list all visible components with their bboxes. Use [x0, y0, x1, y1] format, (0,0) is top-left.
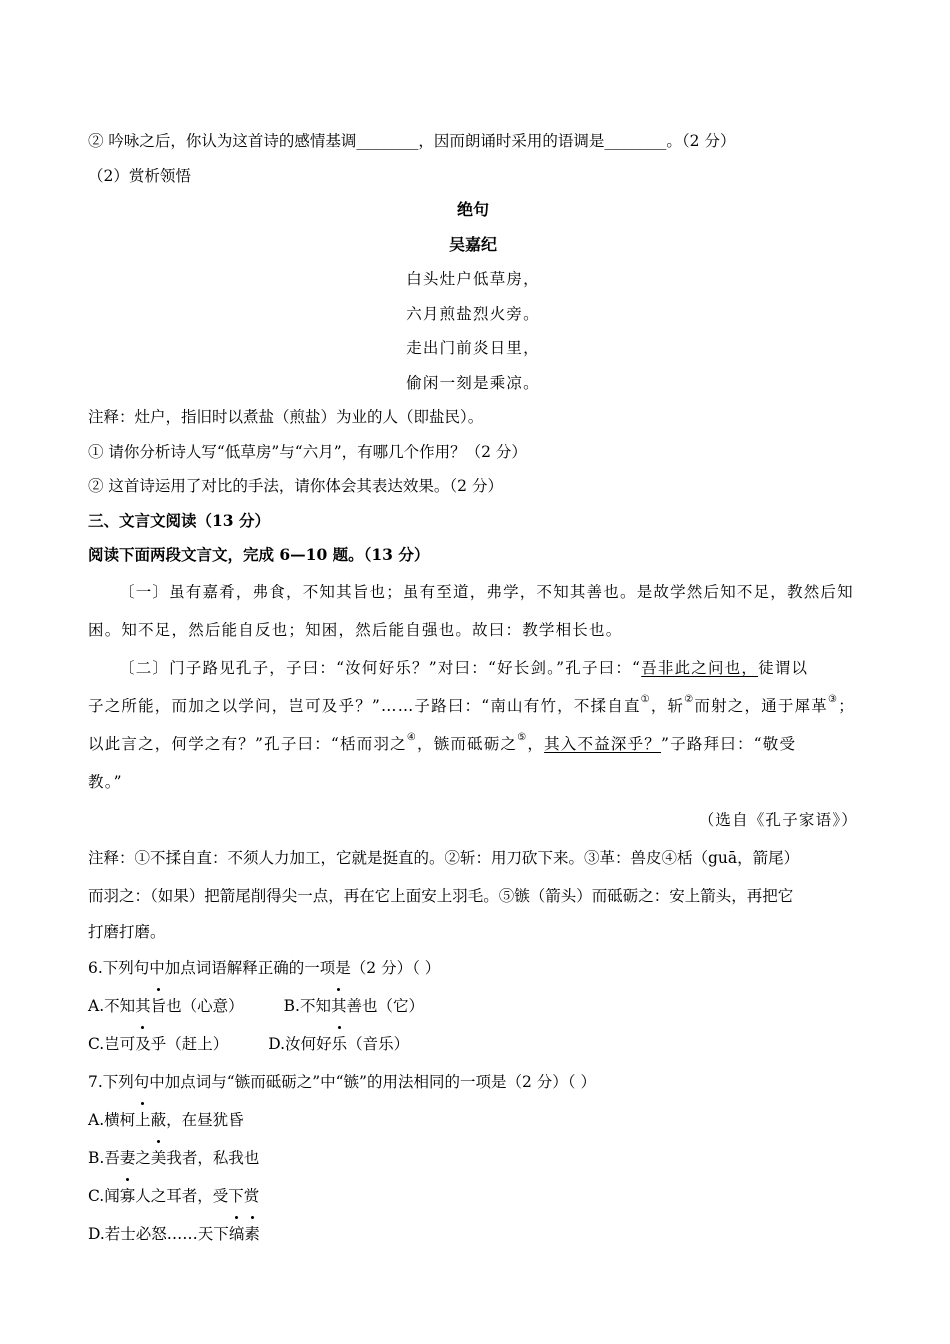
poem-line-4: 偷闲一刻是乘凉。 [406, 373, 540, 392]
question-7-option-b [88, 1139, 858, 1177]
emphasis-dot-char: 素 [244, 1215, 260, 1253]
option-d [268, 1035, 409, 1053]
passage-notes-line-1: 注释：①不揉自直：不须人力加工，它就是挺直的。②斩：用刀砍下来。③革：兽皮④栝（guā，箭尾） [88, 848, 800, 867]
poem-line-3: 走出门前炎日里， [406, 339, 540, 357]
section-3-instruction: 阅读下面两段文言文，完成 6—10 题。（13 分） [88, 545, 430, 564]
passage-1-line-1: 〔一〕虽有嘉肴，弗食，不知其旨也；虽有至道，弗学，不知其善也。是故学然后知不足，教然后知 [119, 582, 854, 601]
passage-2-text: 而射之，通于犀革 [694, 696, 829, 715]
option-b [284, 997, 424, 1015]
footnote-marker-4: ④ [406, 732, 418, 744]
passage-2-text: 徒谓以 [758, 658, 809, 677]
passage-2-line-1 [88, 649, 858, 687]
passage-notes-line-2: 而羽之：（如果）把箭尾削得尖一点，再在它上面安上羽毛。⑤镞（箭头）而砥砺之：安上箭头，再把它 [88, 886, 794, 905]
option-text: D.汝何好 [268, 1035, 332, 1053]
emphasis-dot-char: 寡 [120, 1177, 136, 1215]
passage-2-line-4: 教。” [88, 772, 123, 791]
option-text: （音乐） [347, 1035, 410, 1053]
passage-2-line-2 [88, 687, 858, 725]
passage-1-line-2: 困。知不足，然后能自反也；知困，然后能自强也。故曰：教学相长也。 [88, 620, 623, 639]
footnote-marker-5: ⑤ [517, 732, 528, 744]
option-text: 善也（它） [346, 997, 425, 1015]
passage-2-text: ； [838, 696, 855, 715]
option-text: 人之耳者，受下赏 [135, 1187, 260, 1205]
option-text: D.若士必怒……天下 [88, 1225, 229, 1243]
option-text: A.不知其 [88, 997, 151, 1015]
option-text: 蔽，在昼犹昏 [150, 1111, 244, 1129]
option-text: 也（心意） [166, 997, 244, 1015]
question-6-stem: 6.下列句中加点词语解释正确的一项是（2 分）（ ） [88, 959, 441, 977]
emphasis-dot-char: 美 [151, 1139, 167, 1177]
section-3-heading: 三、文言文阅读（13 分） [88, 510, 270, 530]
passage-2-text: 子之所能，而加之以学问，岂可及乎？”……子路曰：“南山有竹，不揉自直 [88, 696, 641, 715]
question-7-option-d [88, 1215, 858, 1253]
poem-line-1: 白头灶户低草房， [406, 270, 540, 288]
underlined-sentence-2: 其入不益深乎？ [544, 734, 662, 753]
option-text: B.吾妻之 [88, 1149, 151, 1167]
option-text: 我者，私我也 [166, 1149, 260, 1167]
option-c [88, 1035, 228, 1053]
passage-2-text: ”子路拜曰：“敬受 [661, 734, 797, 753]
passage-2-line-3 [88, 725, 858, 763]
passage-2-text: ，镞而砥砺之 [417, 734, 518, 753]
option-text: A.横柯 [88, 1111, 136, 1129]
emphasis-dot-char: 旨 [151, 987, 167, 1025]
passage-2-text: ， [527, 734, 545, 753]
passage-2-text: 以此言之，何学之有？”孔子曰：“栝而羽之 [88, 734, 407, 753]
emphasis-dot-char: 缟 [229, 1215, 245, 1253]
question-7-option-c [88, 1177, 858, 1215]
option-text: B.不知 [283, 997, 331, 1015]
section-label: （2）赏析领悟 [88, 166, 191, 185]
question-7-stem: 7.下列句中加点词与“镞而砥砺之”中“镞”的用法相同的一项是（2 分）（ ） [88, 1073, 596, 1091]
footnote-marker-2: ② [684, 694, 695, 706]
poem-question-2: ② 这首诗运用了对比的手法，请你体会其表达效果。（2 分） [88, 477, 503, 495]
passage-2-text: ，斩 [650, 696, 685, 715]
option-text: C.岂可 [88, 1035, 136, 1053]
footnote-marker-3: ③ [828, 694, 839, 706]
passage-notes-line-3: 打磨打磨。 [88, 922, 166, 941]
emphasis-dot-char: 及 [135, 1025, 151, 1063]
footnote-marker-1: ① [640, 694, 651, 706]
emphasis-dot-char: 上 [135, 1101, 151, 1139]
option-text: C.闻 [88, 1187, 120, 1205]
question-2-line: ② 吟咏之后，你认为这首诗的感情基调________，因而朗诵时采用的语调是________。（2 分） [88, 132, 736, 150]
emphasis-dot-char: 其 [331, 987, 347, 1025]
option-text: 乎（赶上） [150, 1035, 229, 1053]
emphasis-dot-char: 乐 [332, 1025, 348, 1063]
passage-2-text: 〔二〕门子路见孔子，子曰：“汝何好乐？”对曰：“好长剑。”孔子曰：“ [119, 658, 642, 677]
poem-line-2: 六月煎盐烈火旁。 [406, 304, 540, 323]
question-6-options-ab [88, 987, 858, 1025]
question-7-option-a [88, 1101, 858, 1139]
question-6-options-cd [88, 1025, 858, 1063]
poem-note: 注释：灶户，指旧时以煮盐（煎盐）为业的人（即盐民）。 [88, 408, 484, 426]
underlined-sentence-1: 吾非此之问也， [641, 658, 759, 677]
option-a [88, 997, 244, 1015]
poem-title: 绝句 [456, 200, 489, 219]
document-page [88, 124, 858, 1253]
poem-question-1: ① 请你分析诗人写“低草房”与“六月”，有哪几个作用？（2 分） [88, 442, 527, 461]
poem-author: 吴嘉纪 [448, 234, 497, 254]
passage-source: （选自《孔子家语》） [698, 810, 858, 829]
